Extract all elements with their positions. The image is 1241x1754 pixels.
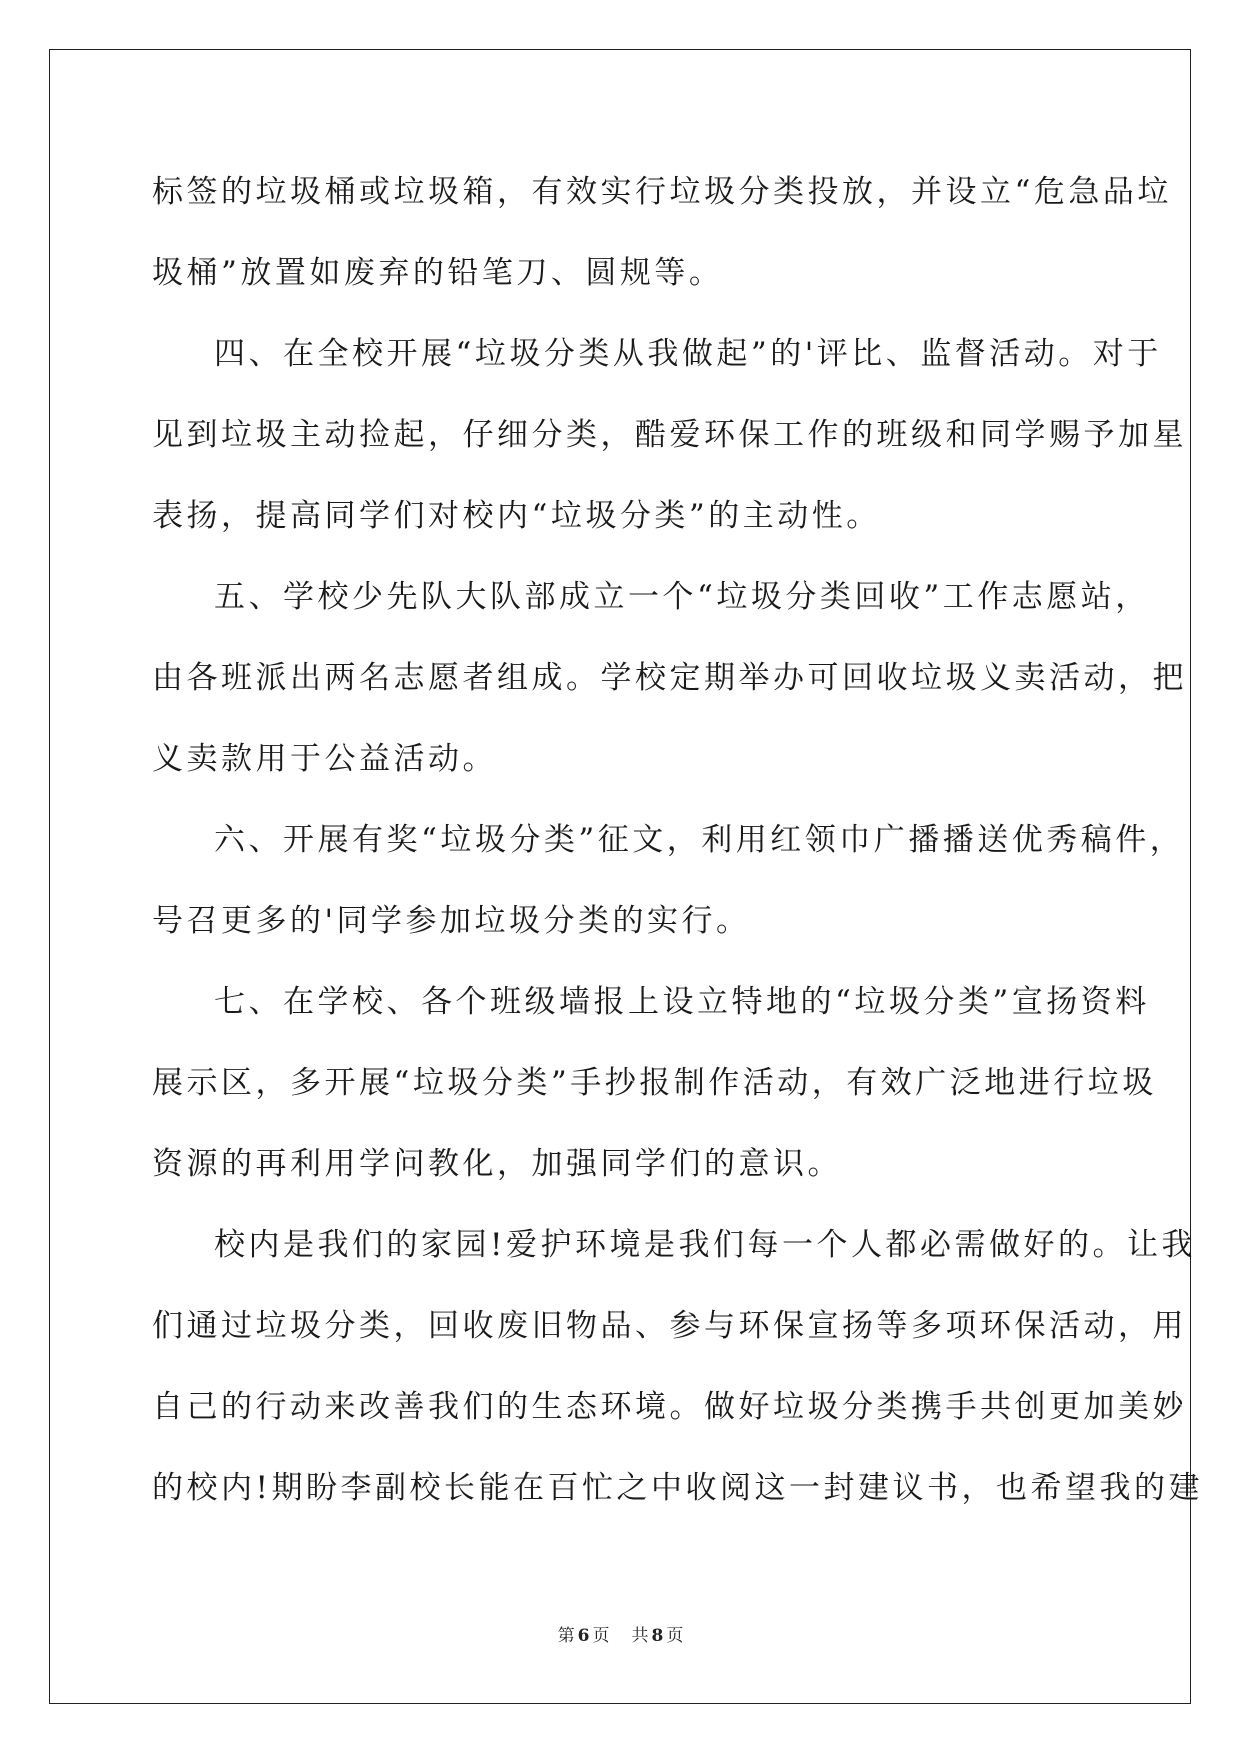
body-line: 校内是我们的家园!爱护环境是我们每一个人都必需做好的。让我 [214, 1227, 1196, 1263]
body-line: 五、学校少先队大队部成立一个“垃圾分类回收”工作志愿站， [214, 579, 1150, 615]
body-line: 表扬，提高同学们对校内“垃圾分类”的主动性。 [152, 498, 881, 534]
page-footer [0, 1625, 1241, 1647]
body-line: 六、开展有奖“垃圾分类”征文，利用红领巾广播播送优秀稿件， [214, 822, 1185, 858]
body-line: 资源的再利用学问教化，加强同学们的意识。 [152, 1146, 842, 1182]
total-page-number: 8 [651, 1626, 664, 1646]
body-line: 们通过垃圾分类，回收废旧物品、参与环保宣扬等多项环保活动，用 [152, 1308, 1187, 1344]
body-line: 七、在学校、各个班级墙报上设立特地的“垃圾分类”宣扬资料 [214, 984, 1150, 1020]
page-border [49, 49, 1191, 1704]
body-line: 圾桶”放置如废弃的铅笔刀、圆规等。 [152, 255, 724, 291]
body-line: 号召更多的'同学参加垃圾分类的实行。 [152, 903, 751, 939]
current-page-number: 6 [577, 1626, 590, 1646]
footer-prefix: 第 [557, 1626, 575, 1646]
body-line: 由各班派出两名志愿者组成。学校定期举办可回收垃圾义卖活动，把 [152, 660, 1187, 696]
footer-total-prefix: 共 [631, 1626, 649, 1646]
body-line: 四、在全校开展“垃圾分类从我做起”的'评比、监督活动。对于 [214, 336, 1162, 372]
body-line: 标签的垃圾桶或垃圾箱，有效实行垃圾分类投放，并设立“危急品垃 [152, 174, 1172, 210]
footer-page-unit: 页 [592, 1626, 610, 1646]
footer-total-unit: 页 [666, 1626, 684, 1646]
body-line: 的校内!期盼李副校长能在百忙之中收阅这一封建议书，也希望我的建 [152, 1470, 1203, 1506]
body-line: 见到垃圾主动捡起，仔细分类，酷爱环保工作的班级和同学赐予加星 [152, 417, 1187, 453]
body-line: 自己的行动来改善我们的生态环境。做好垃圾分类携手共创更加美妙 [152, 1389, 1187, 1425]
body-line: 义卖款用于公益活动。 [152, 741, 497, 777]
body-line: 展示区，多开展“垃圾分类”手抄报制作活动，有效广泛地进行垃圾 [152, 1065, 1157, 1101]
